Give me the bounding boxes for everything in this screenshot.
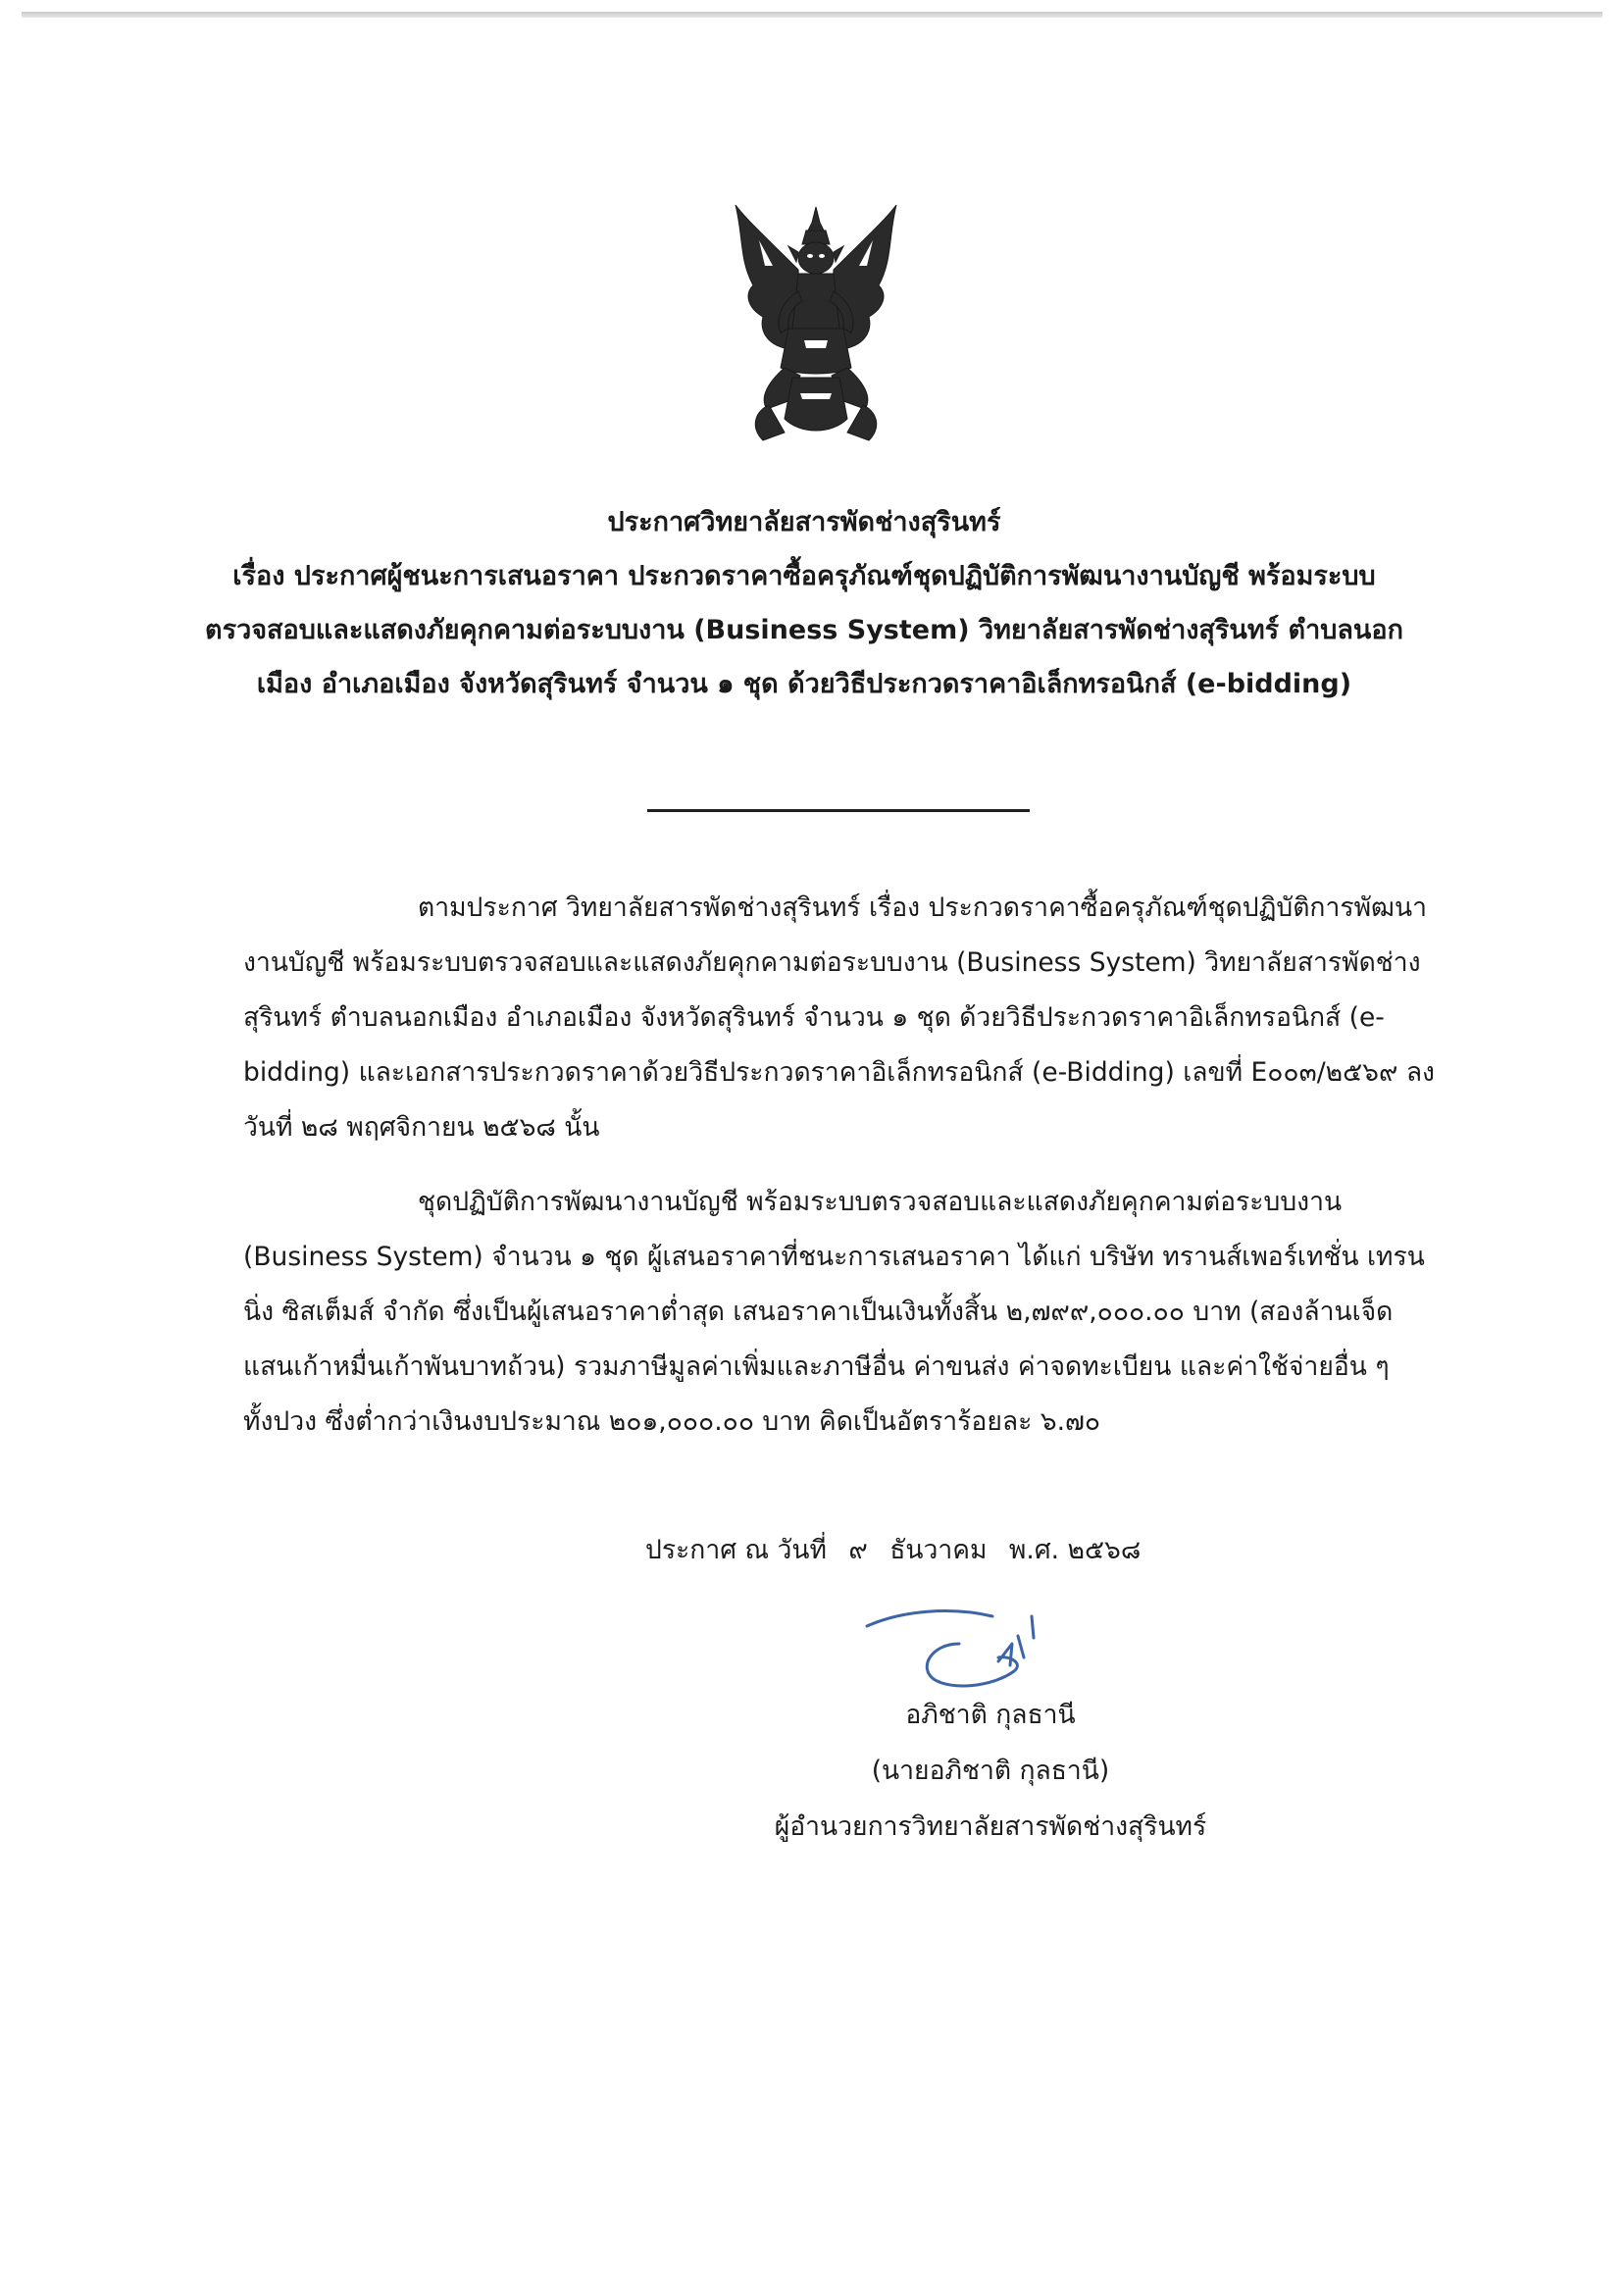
reference-paragraph (243, 881, 1463, 1155)
signer-full-name: (นายอภิชาติ กุลธานี) (871, 1756, 1110, 1786)
winner-paragraph (243, 1175, 1463, 1450)
heading-title: ประกาศวิทยาลัยสารพัดช่างสุรินทร์ (607, 507, 1001, 537)
paragraph-line: สุรินทร์ ตำบลนอกเมือง อำเภอเมือง จังหวัดสุรินทร์ จำนวน ๑ ชุด ด้วยวิธีประกวดราคาอิเล็กทรอนิกส์ (e- (243, 1002, 1385, 1033)
heading-subject-line: ตรวจสอบและแสดงภัยคุกคามต่อระบบงาน (Business System) วิทยาลัยสารพัดช่างสุรินทร์ ตำบลนอก (205, 615, 1403, 645)
paragraph-line: ตามประกาศ วิทยาลัยสารพัดช่างสุรินทร์ เรื่อง ประกวดราคาซื้อครุภัณฑ์ชุดปฏิบัติการพัฒนา (418, 892, 1427, 923)
heading-subject-line: เรื่อง ประกาศผู้ชนะการเสนอราคา ประกวดราคาซื้อครุภัณฑ์ชุดปฏิบัติการพัฒนางานบัญชี พร้อมระบบ (232, 561, 1376, 591)
date-prefix: ประกาศ ณ วันที่ (645, 1535, 827, 1565)
date-day: ๙ (848, 1535, 868, 1565)
garuda-emblem-icon (730, 201, 902, 446)
paragraph-line: แสนเก้าหมื่นเก้าพันบาทถ้วน) รวมภาษีมูลค่าเพิ่มและภาษีอื่น ค่าขนส่ง ค่าจดทะเบียน และค่าใช้จ่ายอื่น ๆ (243, 1351, 1390, 1382)
date-year: พ.ศ. ๒๕๖๘ (1008, 1535, 1142, 1565)
signer-position: ผู้อำนวยการวิทยาลัยสารพัดช่างสุรินทร์ (774, 1811, 1207, 1842)
paragraph-line: bidding) และเอกสารประกวดราคาด้วยวิธีประกวดราคาอิเล็กทรอนิกส์ (e-Bidding) เลขที่ E๐๐๓/๒๕๖๙ ลง (243, 1057, 1436, 1088)
heading-subject-line: เมือง อำเภอเมือง จังหวัดสุรินทร์ จำนวน ๑ ชุด ด้วยวิธีประกวดราคาอิเล็กทรอนิกส์ (e-bidding) (256, 669, 1352, 699)
announcement-date (645, 1523, 1141, 1578)
paragraph-line: ชุดปฏิบัติการพัฒนางานบัญชี พร้อมระบบตรวจสอบและแสดงภัยคุกคามต่อระบบงาน (418, 1187, 1343, 1217)
paragraph-line: (Business System) จำนวน ๑ ชุด ผู้เสนอราคาที่ชนะการเสนอราคา ได้แก่ บริษัท ทรานส์เพอร์เทชั่น เทรน (243, 1242, 1425, 1272)
paragraph-line: ทั้งปวง ซึ่งต่ำกว่าเงินงบประมาณ ๒๐๑,๐๐๐.๐๐ บาท คิดเป็นอัตราร้อยละ ๖.๗๐ (243, 1406, 1101, 1437)
heading-divider (647, 809, 1030, 812)
scan-edge (22, 12, 1602, 18)
paragraph-line: วันที่ ๒๘ พฤศจิกายน ๒๕๖๘ นั้น (243, 1112, 600, 1143)
signer-block (686, 1687, 1294, 1855)
date-month: ธันวาคม (889, 1535, 988, 1565)
paragraph-line: นิ่ง ซิสเต็มส์ จำกัด ซึ่งเป็นผู้เสนอราคาต่ำสุด เสนอราคาเป็นเงินทั้งสิ้น ๒,๗๙๙,๐๐๐.๐๐ บาท (สองล้านเจ็ด (243, 1297, 1394, 1327)
paragraph-line: งานบัญชี พร้อมระบบตรวจสอบและแสดงภัยคุกคามต่อระบบงาน (Business System) วิทยาลัยสารพัดช่าง (243, 947, 1421, 978)
signer-name: อภิชาติ กุลธานี (905, 1700, 1076, 1730)
announcement-heading (147, 495, 1461, 711)
